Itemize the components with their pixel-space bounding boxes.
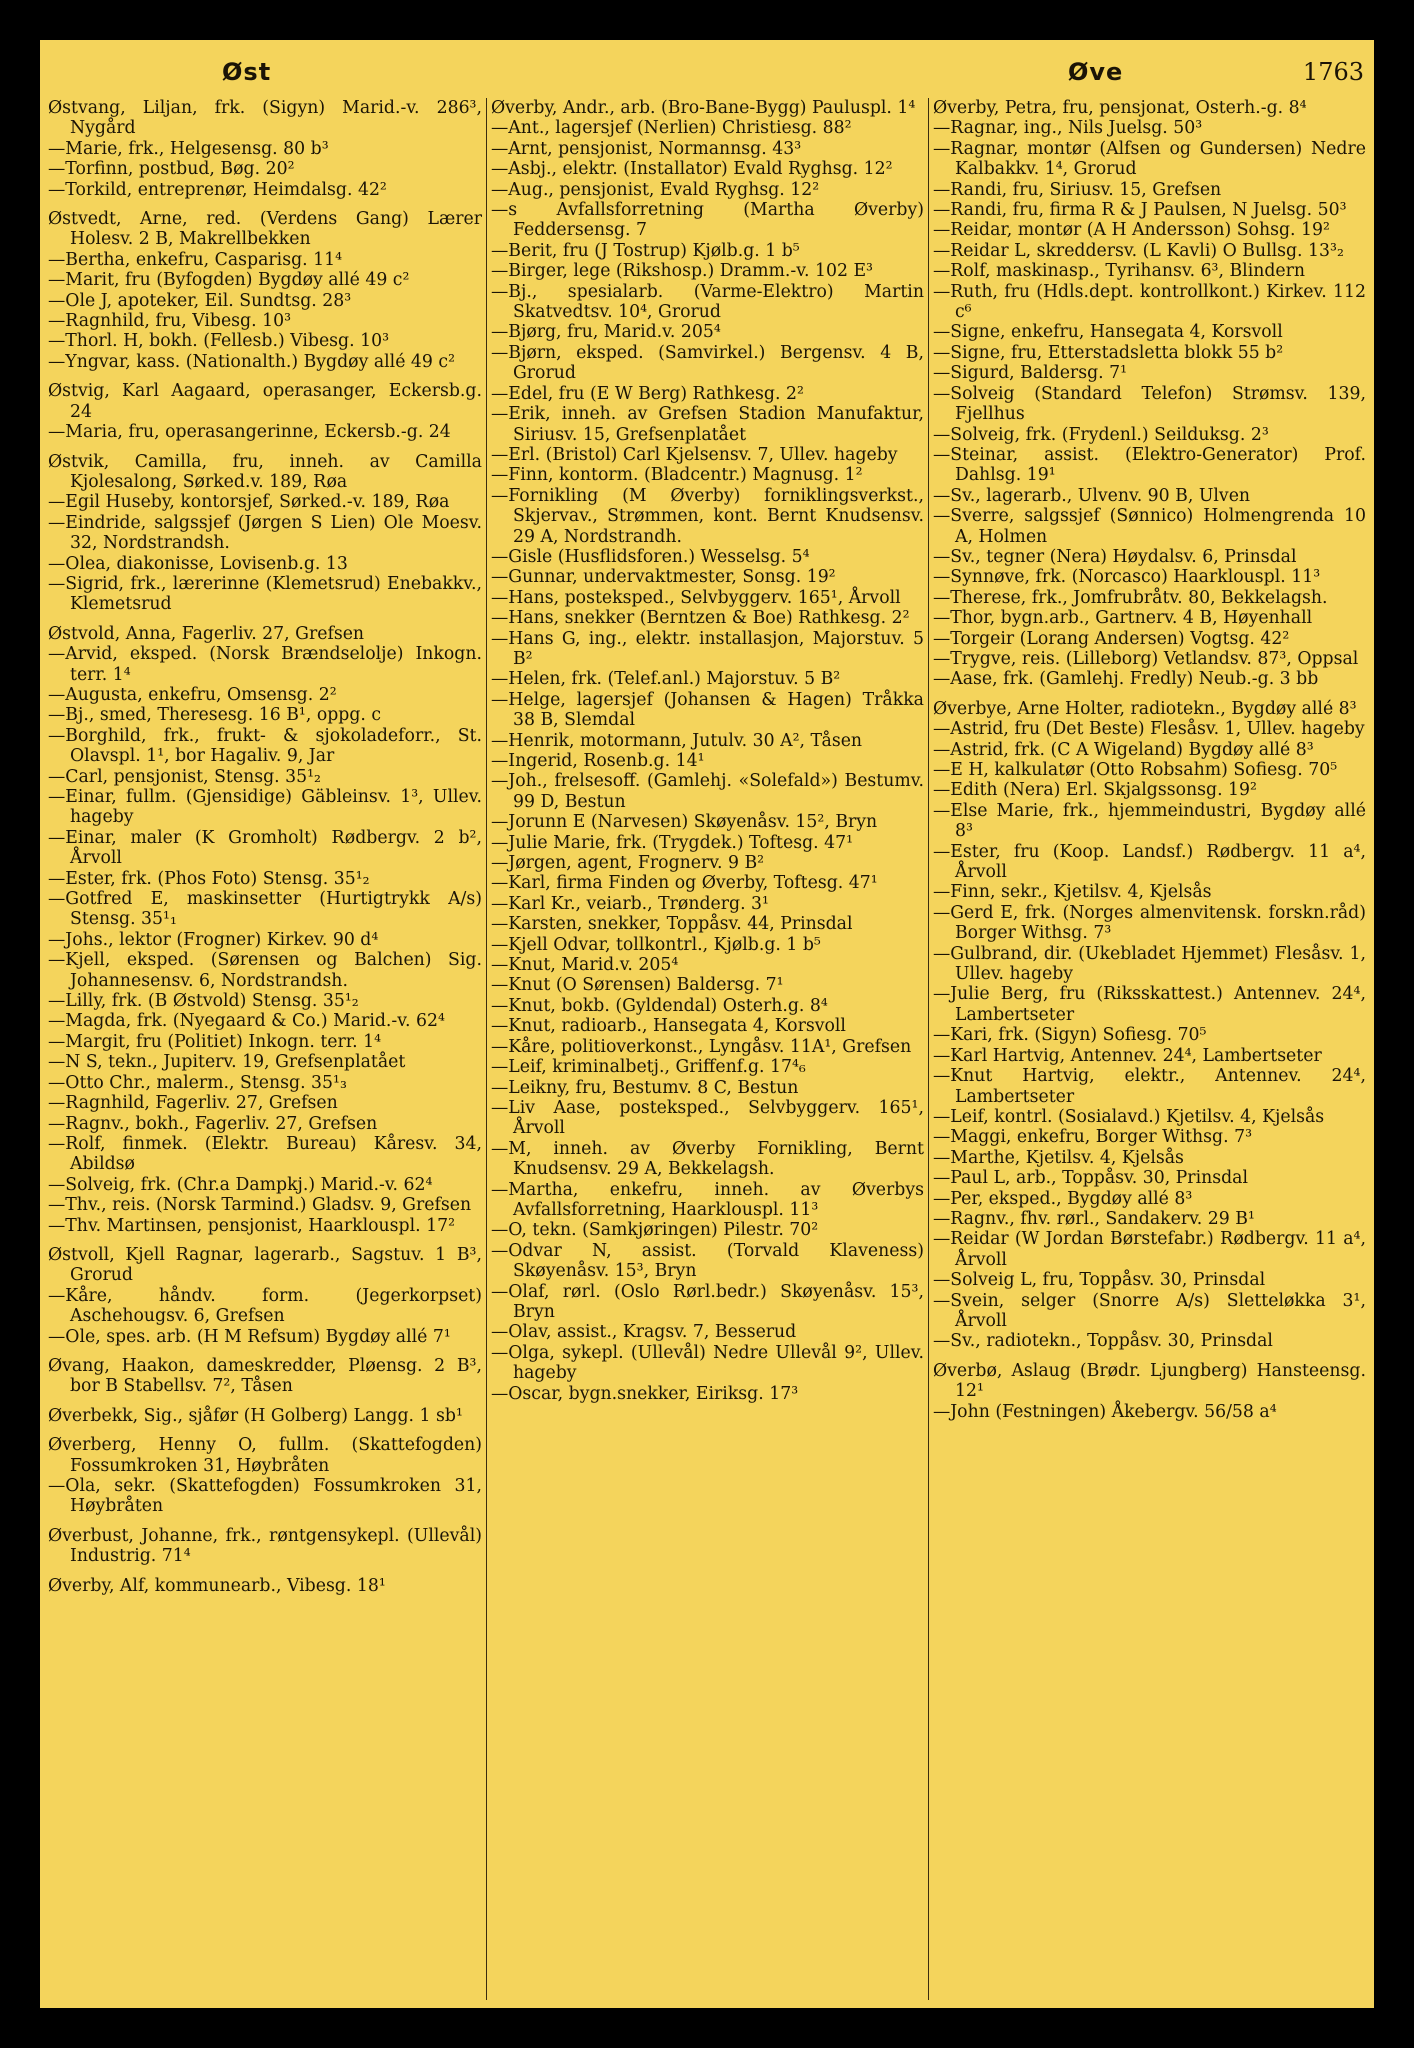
directory-entry: —Solveig (Standard Telefon) Strømsv. 139, Fjellhus [932, 383, 1366, 425]
directory-entry: —Einar, fullm. (Gjensidige) Gäbleinsv. 1³, Ullev. hageby [48, 787, 482, 828]
directory-entry: —Karl Hartvig, Antennev. 24⁴, Lambertseter [932, 1045, 1322, 1066]
directory-entry: —Einar, maler (K Gromholt) Rødbergv. 2 b², Årvoll [48, 827, 482, 869]
directory-entry: —Synnøve, frk. (Norcasco) Haarklouspl. 11³ [932, 567, 1321, 588]
directory-entry: —Egil Huseby, kontorsjef, Sørked.-v. 189, Røa [48, 492, 450, 513]
directory-entry: —Berit, fru (J Tostrup) Kjølb.g. 1 b⁵ [490, 240, 800, 261]
directory-entry: —Sigrid, frk., lærerinne (Klemetsrud) Enebakkv., Klemetsrud [48, 573, 482, 615]
directory-entry: —Gerd E, frk. (Norges almenvitensk. forskn.råd) Borger Withsg. 7³ [932, 902, 1366, 944]
directory-entry: —Helen, frk. (Telef.anl.) Majorstuv. 5 B² [490, 669, 841, 690]
directory-entry: —O, tekn. (Samkjøringen) Pilestr. 70² [490, 1220, 819, 1241]
directory-entry: —Randi, fru, firma R & J Paulsen, N Juelsg. 50³ [932, 200, 1347, 221]
directory-entry: —Karl Kr., veiarb., Trønderg. 3¹ [490, 893, 769, 914]
column-3 [928, 98, 1370, 2000]
directory-entry: —Aase, frk. (Gamlehj. Fredly) Neub.-g. 3 bb [932, 669, 1319, 690]
directory-entry: —Marit, fru (Byfogden) Bygdøy allé 49 c² [48, 270, 410, 291]
directory-entry: Øverbø, Aslaug (Brødr. Ljungberg) Hansteensg. 12¹ [932, 1360, 1366, 1402]
directory-entry: —Torkild, entreprenør, Heimdalsg. 42² [48, 179, 387, 200]
directory-entry: —Finn, kontorm. (Bladcentr.) Magnusg. 1² [490, 465, 863, 486]
directory-entry: —Henrik, motormann, Jutulv. 30 A², Tåsen [490, 730, 863, 751]
directory-entry: —Karl, firma Finden og Øverby, Toftesg. 47¹ [490, 873, 878, 894]
directory-entry: —Astrid, fru (Det Beste) Flesåsv. 1, Ullev. hageby [932, 719, 1365, 740]
directory-entry: —N S, tekn., Jupiterv. 19, Grefsenplatået [48, 1052, 406, 1073]
directory-entry: —Ragnv., bokh., Fagerliv. 27, Grefsen [48, 1113, 378, 1134]
directory-entry: —Yngvar, kass. (Nationalth.) Bygdøy allé 49 c² [48, 351, 456, 372]
directory-entry: —Reidar (W Jordan Børstefabr.) Rødbergv. 11 a⁴, Årvoll [932, 1229, 1366, 1270]
directory-entry: —Sigurd, Baldersg. 7¹ [932, 363, 1128, 384]
directory-entry: —Bjørg, fru, Marid.v. 205⁴ [490, 322, 721, 343]
directory-entry: —Rolf, finmek. (Elektr. Bureau) Kåresv. 34, Abildsø [48, 1133, 482, 1175]
directory-entry: —M, inneh. av Øverby Fornikling, Bernt Knudsensv. 29 A, Bekkelagsh. [490, 1138, 924, 1180]
directory-entry: —Sverre, salgssjef (Sønnico) Holmengrenda 10 A, Holmen [932, 506, 1366, 547]
directory-entry: —Ole J, apoteker, Eil. Sundtsg. 28³ [48, 290, 352, 311]
directory-entry: —Margit, fru (Politiet) Inkogn. terr. 1⁴ [48, 1031, 382, 1052]
directory-entry: —Torfinn, postbud, Bøg. 20² [48, 159, 295, 180]
directory-entry: —Ingerid, Rosenb.g. 14¹ [490, 751, 705, 771]
directory-entry: —Edel, fru (E W Berg) Rathkesg. 2² [490, 383, 804, 404]
directory-entry: —Maggi, enkefru, Borger Withsg. 7³ [932, 1127, 1253, 1148]
directory-entry: —Bj., smed, Theresesg. 16 B¹, oppg. c [48, 705, 382, 726]
directory-entry: —Marthe, Kjetilsv. 4, Kjelsås [932, 1147, 1184, 1168]
directory-entry: Øvang, Haakon, dameskredder, Pløensg. 2 B³, bor B Stabellsv. 7², Tåsen [48, 1355, 482, 1397]
directory-entry: —Gotfred E, maskinsetter (Hurtigtrykk A/s) Stensg. 35¹₁ [48, 889, 482, 930]
directory-page [40, 40, 1374, 2008]
directory-entry: Østvoll, Kjell Ragnar, lagerarb., Sagstuv. 1 B³, Grorud [48, 1244, 482, 1286]
directory-entry: —Jorunn E (Narvesen) Skøyenåsv. 15², Bryn [490, 812, 878, 833]
directory-entry: —Edith (Nera) Erl. Skjalgssonsg. 19² [932, 780, 1257, 801]
directory-entry: —Reidar, montør (A H Andersson) Sohsg. 19² [932, 220, 1330, 241]
directory-entry: —Erl. (Bristol) Carl Kjelsensv. 7, Ullev. hageby [490, 444, 898, 465]
directory-entry: —Helge, lagersjef (Johansen & Hagen) Tråkka 38 B, Slemdal [490, 689, 924, 731]
directory-entry: —Oscar, bygn.snekker, Eiriksg. 17³ [490, 1383, 799, 1404]
directory-entry: —Ole, spes. arb. (H M Refsum) Bygdøy allé 7¹ [48, 1326, 451, 1347]
directory-entry: —Leif, kontrl. (Sosialavd.) Kjetilsv. 4, Kjelsås [932, 1106, 1325, 1127]
directory-entry: —Olav, assist., Kragsv. 7, Besserud [490, 1322, 797, 1343]
directory-entry: —Thv., reis. (Norsk Tarmind.) Gladsv. 9, Grefsen [48, 1195, 472, 1216]
directory-entry: —Liv Aase, posteksped., Selvbyggerv. 165¹, Årvoll [490, 1097, 924, 1139]
directory-entry: —Rolf, maskinasp., Tyrihansv. 6³, Blindern [932, 261, 1306, 282]
directory-entry: —Thorl. H, bokh. (Fellesb.) Vibesg. 10³ [48, 331, 390, 352]
columns [44, 98, 1370, 2000]
directory-entry: —Hans G, ing., elektr. installasjon, Majorstuv. 5 B² [490, 628, 924, 669]
directory-entry: —Randi, fru, Siriusv. 15, Grefsen [932, 179, 1222, 200]
directory-entry: —Otto Chr., malerm., Stensg. 35¹₃ [48, 1072, 347, 1093]
directory-entry: —Kjell, eksped. (Sørensen og Balchen) Sig. Johannesensv. 6, Nordstrandsh. [48, 950, 482, 991]
directory-entry: —Solveig, frk. (Chr.a Dampkj.) Marid.-v. 62⁴ [48, 1174, 433, 1195]
directory-entry: —Ola, sekr. (Skattefogden) Fossumkroken 31, Høybråten [48, 1476, 482, 1517]
directory-entry: —Kjell Odvar, tollkontrl., Kjølb.g. 1 b⁵ [490, 934, 821, 955]
directory-entry: Øverby, Andr., arb. (Bro-Bane-Bygg) Pauluspl. 1⁴ [490, 98, 916, 118]
right-guide-word: Øve [1068, 58, 1124, 86]
directory-entry: —Finn, sekr., Kjetilsv. 4, Kjelsås [932, 882, 1212, 903]
directory-entry: —Knut, Marid.v. 205⁴ [490, 955, 679, 976]
page-header [40, 58, 1374, 98]
directory-entry: —Ant., lagersjef (Nerlien) Christiesg. 88² [490, 118, 852, 139]
directory-entry: —Ester, frk. (Phos Foto) Stensg. 35¹₂ [48, 868, 370, 889]
directory-entry: —Olea, diakonisse, Lovisenb.g. 13 [48, 553, 348, 574]
directory-entry: —Signe, enkefru, Hansegata 4, Korsvoll [932, 322, 1283, 343]
directory-entry: —Martha, enkefru, inneh. av Øverbys Avfallsforretning, Haarklouspl. 11³ [490, 1179, 924, 1220]
directory-entry: Øverbye, Arne Holter, radiotekn., Bygdøy allé 8³ [932, 698, 1357, 719]
directory-entry: —Bjørn, eksped. (Samvirkel.) Bergensv. 4 B, Grorud [490, 342, 924, 384]
directory-entry: —Asbj., elektr. (Installator) Evald Ryghsg. 12² [490, 159, 893, 180]
directory-entry: Øverby, Alf, kommunearb., Vibesg. 18¹ [48, 1575, 386, 1596]
directory-entry: Østvig, Karl Aagaard, operasanger, Eckersb.g. 24 [48, 381, 482, 422]
directory-entry: —Gunnar, undervaktmester, Sonsg. 19² [490, 567, 836, 588]
directory-entry: —Karsten, snekker, Toppåsv. 44, Prinsdal [490, 914, 853, 935]
directory-entry: —Thv. Martinsen, pensjonist, Haarklouspl. 17² [48, 1215, 456, 1236]
directory-entry: —Solveig, frk. (Frydenl.) Seilduksg. 2³ [932, 424, 1269, 445]
column-1 [44, 98, 486, 2000]
directory-entry: —Olaf, rørl. (Oslo Rørl.bedr.) Skøyenåsv. 15³, Bryn [490, 1281, 924, 1322]
directory-entry: —Knut (O Sørensen) Baldersg. 7¹ [490, 975, 784, 996]
directory-entry: —Gulbrand, dir. (Ukebladet Hjemmet) Flesåsv. 1, Ullev. hageby [932, 943, 1366, 985]
directory-entry: —Sv., tegner (Nera) Høydalsv. 6, Prinsdal [932, 546, 1297, 567]
directory-entry: —Jørgen, agent, Frognerv. 9 B² [490, 853, 765, 874]
directory-entry: —Borghild, frk., frukt- & sjokoladeforr., St. Olavspl. 1¹, bor Hagaliv. 9, Jar [48, 725, 482, 767]
directory-entry: —Fornikling (M Øverby) forniklingsverkst., Skjervav., Strømmen, kont. Bernt Knudsensv. 29 A, Nordstrandh. [490, 485, 924, 547]
directory-entry: —Gisle (Husflidsforen.) Wesselsg. 5⁴ [490, 546, 810, 567]
directory-entry: —Birger, lege (Rikshosp.) Dramm.-v. 102 E³ [490, 261, 873, 282]
directory-entry: —Ragnv., fhv. rørl., Sandakerv. 29 B¹ [932, 1208, 1255, 1229]
directory-entry: —Ester, fru (Koop. Landsf.) Rødbergv. 11 a⁴, Årvoll [932, 841, 1366, 883]
directory-entry: —Carl, pensjonist, Stensg. 35¹₂ [48, 766, 321, 787]
directory-entry: —Trygve, reis. (Lilleborg) Vetlandsv. 87³, Oppsal [932, 648, 1359, 669]
directory-entry: Øverberg, Henny O, fullm. (Skattefogden) Fossumkroken 31, Høybråten [48, 1435, 482, 1476]
directory-entry: —Steinar, assist. (Elektro-Generator) Prof. Dahlsg. 19¹ [932, 444, 1366, 486]
directory-entry: —Julie Berg, fru (Riksskattest.) Antennev. 24⁴, Lambertseter [932, 984, 1366, 1025]
directory-entry: —Leikny, fru, Bestumv. 8 C, Bestun [490, 1077, 799, 1098]
directory-entry: —E H, kalkulatør (Otto Robsahm) Sofiesg. 70⁵ [932, 760, 1338, 780]
directory-entry: —Julie Marie, frk. (Trygdek.) Toftesg. 47¹ [490, 832, 854, 853]
directory-entry: —Johs., lektor (Frogner) Kirkev. 90 d⁴ [48, 929, 379, 950]
directory-entry: Østvold, Anna, Fagerliv. 27, Grefsen [48, 623, 365, 644]
directory-entry: —Arnt, pensjonist, Normannsg. 43³ [490, 138, 802, 159]
directory-entry: —Reidar L, skreddersv. (L Kavli) O Bullsg. 13³₂ [932, 240, 1344, 261]
directory-entry: —Kåre, håndv. form. (Jegerkorpset) Aschehougsv. 6, Grefsen [48, 1285, 482, 1327]
directory-entry: —Kari, frk. (Sigyn) Sofiesg. 70⁵ [932, 1025, 1207, 1046]
directory-entry: —Marie, frk., Helgesensg. 80 b³ [48, 138, 329, 159]
directory-entry: —Per, eksped., Bygdøy allé 8³ [932, 1188, 1193, 1209]
directory-entry: —Joh., frelsesoff. (Gamlehj. «Solefald») Bestumv. 99 D, Bestun [490, 771, 924, 812]
directory-entry: —Therese, frk., Jomfrubråtv. 80, Bekkelagsh. [932, 587, 1328, 608]
directory-entry: Østvik, Camilla, fru, inneh. av Camilla Kjolesalong, Sørked.v. 189, Røa [48, 451, 482, 492]
directory-entry: —Erik, inneh. av Grefsen Stadion Manufaktur, Siriusv. 15, Grefsenplatået [490, 404, 924, 445]
directory-entry: Øverbust, Johanne, frk., røntgensykepl. (Ullevål) Industrig. 71⁴ [48, 1525, 482, 1567]
directory-entry: Østvedt, Arne, red. (Verdens Gang) Lærer Holesv. 2 B, Makrellbekken [48, 209, 482, 250]
directory-entry: —Hans, snekker (Berntzen & Boe) Rathkesg. 2² [490, 608, 910, 629]
directory-entry: —Thor, bygn.arb., Gartnerv. 4 B, Høyenhall [932, 608, 1313, 629]
directory-entry: —Sv., lagerarb., Ulvenv. 90 B, Ulven [932, 485, 1251, 506]
directory-entry: —Else Marie, frk., hjemmeindustri, Bygdøy allé 8³ [932, 800, 1366, 842]
directory-entry: Østvang, Liljan, frk. (Sigyn) Marid.-v. 286³, Nygård [48, 98, 482, 139]
directory-entry: —Olga, sykepl. (Ullevål) Nedre Ullevål 9², Ullev. hageby [490, 1342, 924, 1384]
directory-entry: —Ragnhild, Fagerliv. 27, Grefsen [48, 1093, 338, 1114]
directory-entry: —Leif, kriminalbetj., Griffenf.g. 17⁴₆ [490, 1057, 806, 1078]
directory-entry: —Ragnhild, fru, Vibesg. 10³ [48, 311, 292, 332]
directory-entry: —Ragnar, montør (Alfsen og Gundersen) Nedre Kalbakkv. 1⁴, Grorud [932, 138, 1366, 180]
directory-entry: —Knut, radioarb., Hansegata 4, Korsvoll [490, 1016, 846, 1037]
directory-entry: —Bj., spesialarb. (Varme-Elektro) Martin Skatvedtsv. 10⁴, Grorud [490, 281, 924, 323]
directory-entry: —Paul L, arb., Toppåsv. 30, Prinsdal [932, 1168, 1248, 1189]
directory-entry: —Magda, frk. (Nyegaard & Co.) Marid.-v. 62⁴ [48, 1011, 445, 1032]
directory-entry: Øverbekk, Sig., sjåfør (H Golberg) Langg. 1 sb¹ [48, 1405, 463, 1426]
directory-entry: Øverby, Petra, fru, pensjonat, Osterh.-g. 8⁴ [932, 98, 1307, 118]
directory-entry: —Knut, bokb. (Gyldendal) Osterh.g. 8⁴ [490, 995, 828, 1016]
directory-entry: —John (Festningen) Åkebergv. 56/58 a⁴ [932, 1401, 1277, 1422]
column-2 [486, 98, 928, 2000]
directory-entry: —Svein, selger (Snorre A/s) Sletteløkka 3¹, Årvoll [932, 1290, 1366, 1331]
directory-entry: —Odvar N, assist. (Torvald Klaveness) Skøyenåsv. 15³, Bryn [490, 1240, 924, 1282]
directory-entry: —Hans, posteksped., Selvbyggerv. 165¹, Årvoll [490, 587, 901, 608]
directory-entry: —s Avfallsforretning (Martha Øverby) Feddersensg. 7 [490, 200, 924, 241]
directory-entry: —Bertha, enkefru, Casparisg. 11⁴ [48, 249, 343, 270]
directory-entry: —Sv., radiotekn., Toppåsv. 30, Prinsdal [932, 1331, 1273, 1352]
directory-entry: —Torgeir (Lorang Andersen) Vogtsg. 42² [932, 628, 1290, 649]
directory-entry: —Kåre, politioverkonst., Lyngåsv. 11A¹, Grefsen [490, 1036, 912, 1057]
directory-entry: —Signe, fru, Etterstadsletta blokk 55 b² [932, 342, 1284, 363]
directory-entry: —Lilly, frk. (B Østvold) Stensg. 35¹₂ [48, 991, 359, 1012]
directory-entry: —Arvid, eksped. (Norsk Brændselolje) Inkogn. terr. 1⁴ [48, 644, 482, 685]
directory-entry: —Augusta, enkefru, Omsensg. 2² [48, 684, 337, 705]
directory-entry: —Ruth, fru (Hdls.dept. kontrollkont.) Kirkev. 112 c⁶ [932, 281, 1366, 323]
left-guide-word: Øst [222, 58, 272, 86]
directory-entry: —Astrid, frk. (C A Wigeland) Bygdøy allé 8³ [932, 739, 1314, 760]
directory-entry: —Maria, fru, operasangerinne, Eckersb.-g. 24 [48, 422, 451, 443]
directory-entry: —Eindride, salgssjef (Jørgen S Lien) Ole Moesv. 32, Nordstrandsh. [48, 512, 482, 554]
page-number: 1763 [1302, 58, 1364, 86]
directory-entry: —Knut Hartvig, elektr., Antennev. 24⁴, Lambertseter [932, 1066, 1366, 1107]
directory-entry: —Solveig L, fru, Toppåsv. 30, Prinsdal [932, 1270, 1266, 1291]
directory-entry: —Aug., pensjonist, Evald Ryghsg. 12² [490, 179, 820, 200]
directory-entry: —Ragnar, ing., Nils Juelsg. 50³ [932, 118, 1203, 139]
